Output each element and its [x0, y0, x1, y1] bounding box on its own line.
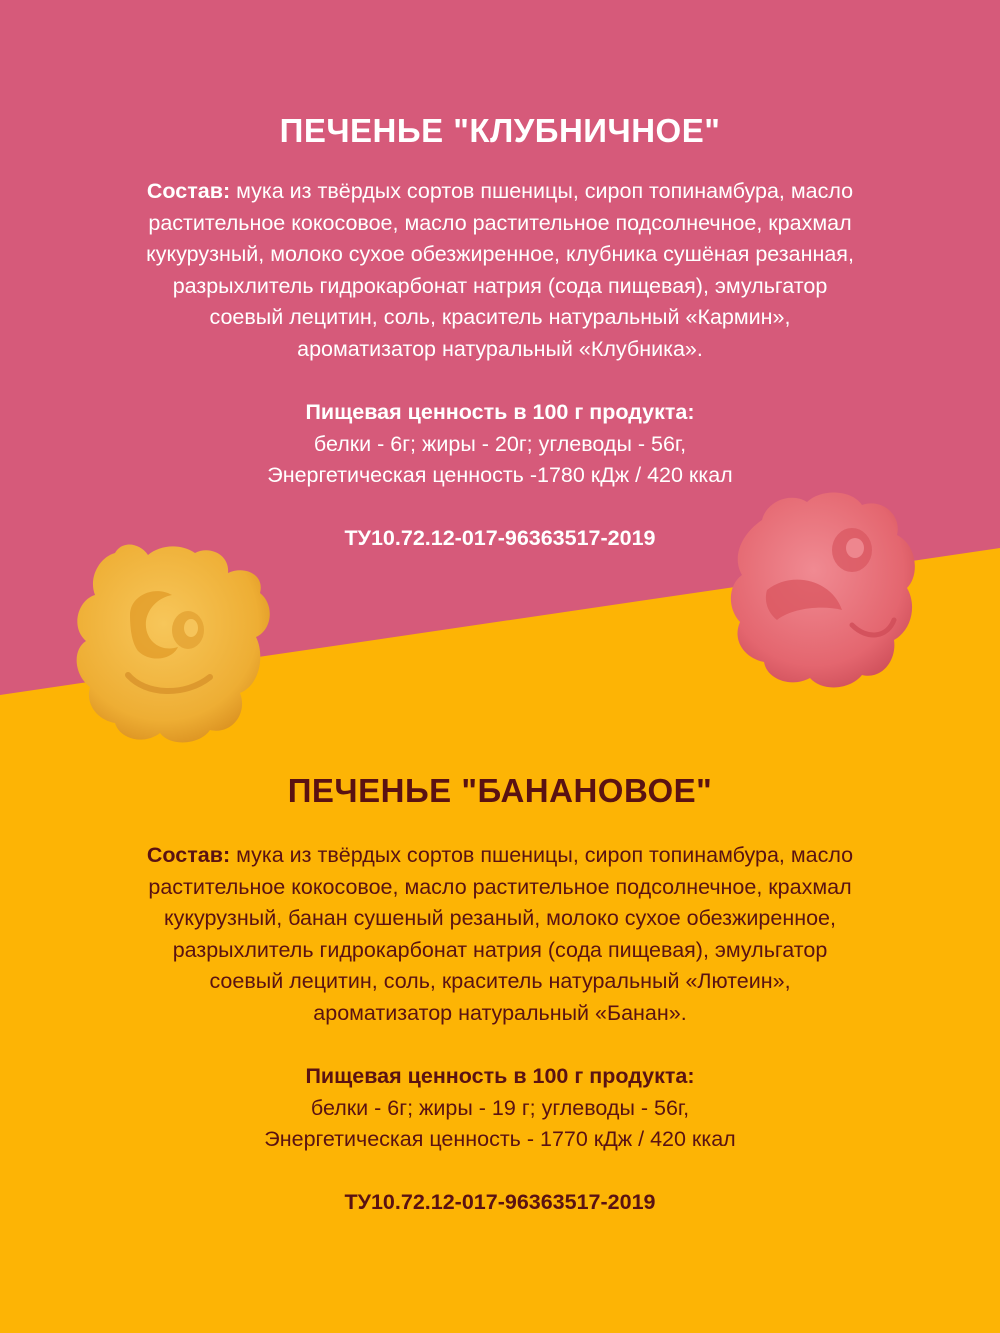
- nutrition-line: Энергетическая ценность - 1770 кДж / 420 ккал: [264, 1127, 736, 1151]
- banana-cookie-image: [60, 535, 285, 750]
- composition-line: соевый лецитин, соль, краситель натуральный «Кармин»,: [209, 305, 791, 329]
- composition-label: Состав:: [146, 843, 231, 867]
- composition-text: мука из твёрдых сортов пшеницы, сироп топинамбура, масло: [236, 179, 854, 203]
- nutrition-line: Энергетическая ценность -1780 кДж / 420 ккал: [267, 463, 733, 487]
- composition-line: растительное кокосовое, масло растительное подсолнечное, крахмал: [148, 210, 852, 235]
- nutrition-line: белки - 6г; жиры - 20г; углеводы - 56г,: [313, 431, 687, 456]
- composition-line: кукурузный, молоко сухое обезжиренное, клубника сушёная резанная,: [146, 242, 854, 266]
- strawberry-nutrition: [60, 397, 940, 492]
- strawberry-section: [60, 112, 940, 551]
- banana-composition: [60, 840, 940, 1029]
- composition-line: ароматизатор натуральный «Клубника».: [297, 336, 703, 361]
- nutrition-line: белки - 6г; жиры - 19 г; углеводы - 56г,: [310, 1095, 690, 1120]
- composition-line: кукурузный, банан сушеный резаный, молоко сухое обезжиренное,: [164, 906, 836, 930]
- banana-section: [60, 772, 940, 1215]
- banana-tu: ТУ10.72.12-017-96363517-2019: [344, 1189, 656, 1214]
- banana-nutrition: [60, 1061, 940, 1156]
- composition-line: разрыхлитель гидрокарбонат натрия (сода пищевая), эмульгатор: [172, 273, 828, 298]
- nutrition-title: Пищевая ценность в 100 г продукта:: [305, 1064, 695, 1088]
- composition-text: мука из твёрдых сортов пшеницы, сироп топинамбура, масло: [236, 843, 854, 867]
- composition-line: разрыхлитель гидрокарбонат натрия (сода пищевая), эмульгатор: [172, 937, 828, 962]
- composition-line: ароматизатор натуральный «Банан».: [313, 1000, 687, 1025]
- composition-line: [60, 176, 940, 208]
- composition-line: соевый лецитин, соль, краситель натуральный «Лютеин»,: [209, 969, 791, 993]
- composition-line: [60, 840, 940, 872]
- banana-title: ПЕЧЕНЬЕ "БАНАНОВОЕ": [287, 772, 713, 809]
- strawberry-title: ПЕЧЕНЬЕ "КЛУБНИЧНОЕ": [279, 112, 721, 149]
- composition-line: растительное кокосовое, масло растительное подсолнечное, крахмал: [148, 874, 852, 899]
- composition-label: Состав:: [146, 179, 231, 203]
- strawberry-tu: ТУ10.72.12-017-96363517-2019: [344, 525, 656, 550]
- strawberry-composition: [60, 176, 940, 365]
- nutrition-title: Пищевая ценность в 100 г продукта:: [305, 400, 695, 424]
